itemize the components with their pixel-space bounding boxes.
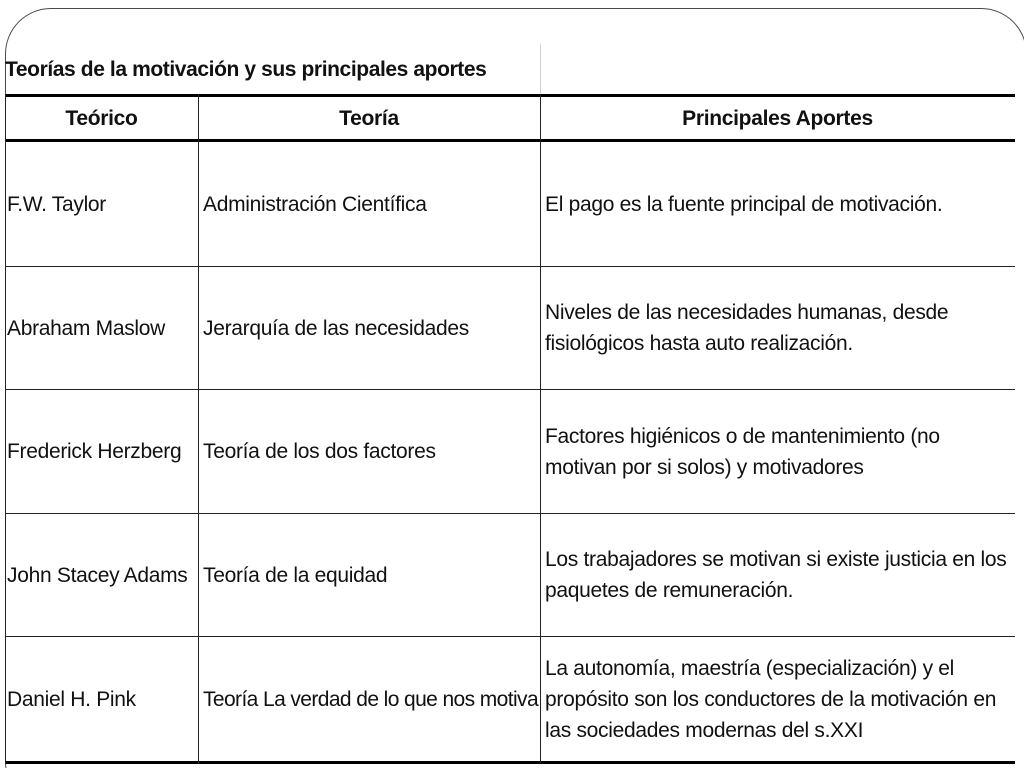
caption-cell-divider: [540, 44, 541, 94]
table-bottom-rule: [5, 761, 1015, 764]
motivation-theories-table: [5, 44, 1020, 768]
table-cell-teorico: Abraham Maslow: [7, 316, 166, 340]
table-cell-teoria: Teoría de la equidad: [203, 563, 388, 587]
column-divider: [540, 94, 541, 764]
table-cell-teorico: John Stacey Adams: [7, 563, 188, 587]
table-cell-aportes: Los trabajadores se motivan si existe justicia en los paquetes de remuneración.: [545, 548, 1007, 602]
column-header-aportes: Principales Aportes: [682, 106, 873, 130]
table-cell-teoria: Jerarquía de las necesidades: [203, 316, 469, 340]
table-cell-aportes: El pago es la fuente principal de motivación.: [545, 192, 943, 216]
table-cell-teorico: F.W. Taylor: [7, 192, 107, 216]
table-cell-aportes: Niveles de las necesidades humanas, desde fisiológicos hasta auto realización.: [545, 301, 949, 355]
table-cell-teorico: Frederick Herzberg: [7, 440, 182, 463]
table-cell-teoria: Administración Científica: [203, 192, 427, 216]
table-cell-teoria: Teoría de los dos factores: [203, 440, 436, 463]
column-divider: [198, 94, 199, 764]
table-cell-teorico: Daniel H. Pink: [7, 687, 136, 711]
table-cell-aportes: La autonomía, maestría (especialización) y el propósito son los conductores de la motivación en las sociedades modernas del s.XXI: [545, 656, 997, 742]
table-cell-teoria: Teoría La verdad de lo que nos motiva: [203, 687, 539, 711]
table-caption: Teorías de la motivación y sus principales aportes: [5, 58, 487, 81]
column-header-teoria: Teoría: [339, 106, 399, 130]
column-header-teorico: Teórico: [65, 106, 138, 130]
table-cell-aportes: Factores higiénicos o de mantenimiento (no motivan por si solos) y motivadores: [545, 424, 940, 479]
